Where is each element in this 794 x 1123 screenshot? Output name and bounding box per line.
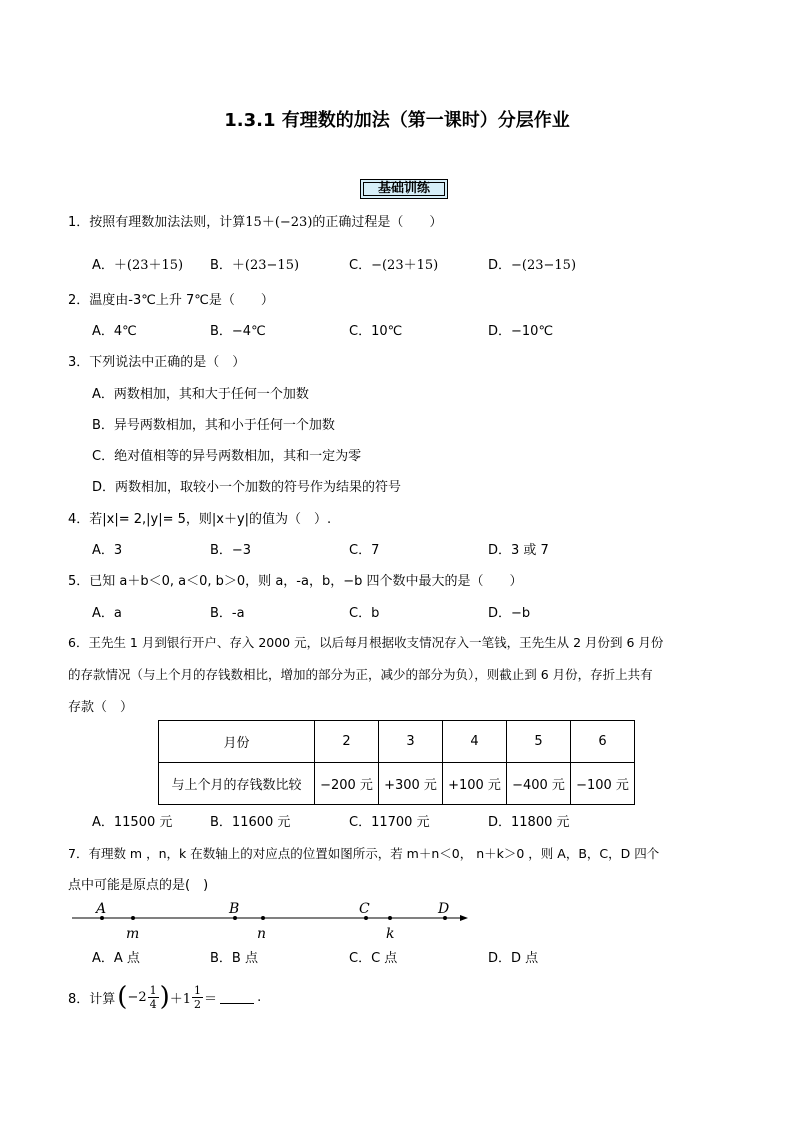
q6-option-d[interactable]: D．11800 元 [488,815,570,830]
question-1-stem: 1．按照有理数加法法则，计算15＋(−23)的正确过程是（ ） [68,215,443,230]
point-n-dot [261,916,265,920]
number-line-figure [70,898,480,944]
q8-fraction-2: 1 2 [194,983,202,1011]
question-6-stem-line-2: 的存款情况（与上个月的存钱数相比，增加的部分为正，减少的部分为负），则截止到 6 月份，存折上共有 [68,667,653,682]
page-title: 1.3.1 有理数的加法（第一课时）分层作业 [224,110,570,131]
q2-option-c[interactable]: C．10℃ [349,324,403,339]
q1-option-d[interactable]: D．−(23−15) [488,258,577,273]
q7-option-a[interactable]: A．A 点 [92,951,140,966]
q5-option-b[interactable]: B．-a [210,606,245,621]
q4-option-a[interactable]: A．3 [92,543,123,558]
q8-prefix: 8．计算 [68,991,116,1007]
q2-option-d[interactable]: D．−10℃ [488,324,554,339]
q7-option-d[interactable]: D．D 点 [488,951,539,966]
q1-option-b[interactable]: B．＋(23−15) [210,258,300,273]
label-a: A [96,901,107,917]
question-6-stem-line-3: 存款（ ） [68,700,134,715]
table-cell: −200 元 [315,763,379,805]
q2-option-a[interactable]: A．4℃ [92,324,137,339]
q6-option-a[interactable]: A．11500 元 [92,815,173,830]
label-m: m [126,926,140,942]
question-4-stem: 4．若|x|= 2,|y|= 5，则|x＋y|的值为（ ）. [68,512,332,527]
q3-option-d[interactable]: D．两数相加，取较小一个加数的符号作为结果的符号 [92,480,402,495]
q8-fraction-1: 1 4 [149,983,157,1011]
label-b: B [229,901,240,917]
table-cell: +100 元 [443,763,507,805]
point-m-dot [131,916,135,920]
table-cell: 3 [379,721,443,763]
label-d: D [438,901,450,917]
q3-option-b[interactable]: B．异号两数相加，其和小于任何一个加数 [92,418,335,433]
table-cell: +300 元 [379,763,443,805]
question-3-stem: 3．下列说法中正确的是（ ） [68,355,246,370]
q6-option-b[interactable]: B．11600 元 [210,815,291,830]
table-cell: 6 [571,721,635,763]
label-c: C [359,901,370,917]
table-cell: −100 元 [571,763,635,805]
table-cell: 与上个月的存钱数比较 [159,763,315,805]
q8-whole: −2 [127,989,147,1005]
q1-option-a[interactable]: A．＋(23＋15) [92,258,184,273]
q1-option-c[interactable]: C．−(23＋15) [349,258,439,273]
label-n: n [257,926,267,942]
table-cell: 2 [315,721,379,763]
table-header-row [159,721,635,763]
q8-answer-blank[interactable] [220,991,254,1004]
table-cell: 4 [443,721,507,763]
question-7-stem-line-1: 7．有理数 m ，n，k 在数轴上的对应点的位置如图所示，若 m＋n＜0， n＋k＞0 ，则 A，B，C，D 四个 [68,846,660,861]
q8-plus-one: ＋1 [169,991,192,1007]
q4-option-c[interactable]: C．7 [349,543,380,558]
table-cell: 5 [507,721,571,763]
q7-option-b[interactable]: B．B 点 [210,951,258,966]
q5-option-a[interactable]: A．a [92,606,122,621]
question-2-stem: 2．温度由-3℃上升 7℃是（ ） [68,293,274,308]
q3-option-a[interactable]: A．两数相加，其和大于任何一个加数 [92,387,309,402]
table-cell: 月份 [159,721,315,763]
point-k-dot [388,916,392,920]
label-k: k [386,926,395,942]
q2-option-b[interactable]: B．−4℃ [210,324,266,339]
number-line-arrow [460,915,468,921]
q4-option-b[interactable]: B．−3 [210,543,252,558]
question-6-stem-line-1: 6．王先生 1 月到银行开户、存入 2000 元，以后每月根据收支情况存入一笔钱，王先生从 2 月份到 6 月份 [68,635,664,650]
q6-option-c[interactable]: C．11700 元 [349,815,430,830]
q7-option-c[interactable]: C．C 点 [349,951,398,966]
question-8: 8．计算 ( −2 1 4 ) ＋1 1 2 ＝ . [68,982,262,1012]
savings-table [158,720,635,805]
q5-option-c[interactable]: C．b [349,606,380,621]
section-badge: 基础训练 [360,179,448,199]
q5-option-d[interactable]: D．−b [488,606,531,621]
question-7-stem-line-2: 点中可能是原点的是( ) [68,878,209,893]
table-row [159,763,635,805]
table-cell: −400 元 [507,763,571,805]
question-5-stem: 5．已知 a＋b＜0, a＜0, b＞0，则 a，-a，b，−b 四个数中最大的是（ ） [68,574,523,589]
q4-option-d[interactable]: D．3 或 7 [488,543,549,558]
q3-option-c[interactable]: C．绝对值相等的异号两数相加，其和一定为零 [92,449,362,464]
